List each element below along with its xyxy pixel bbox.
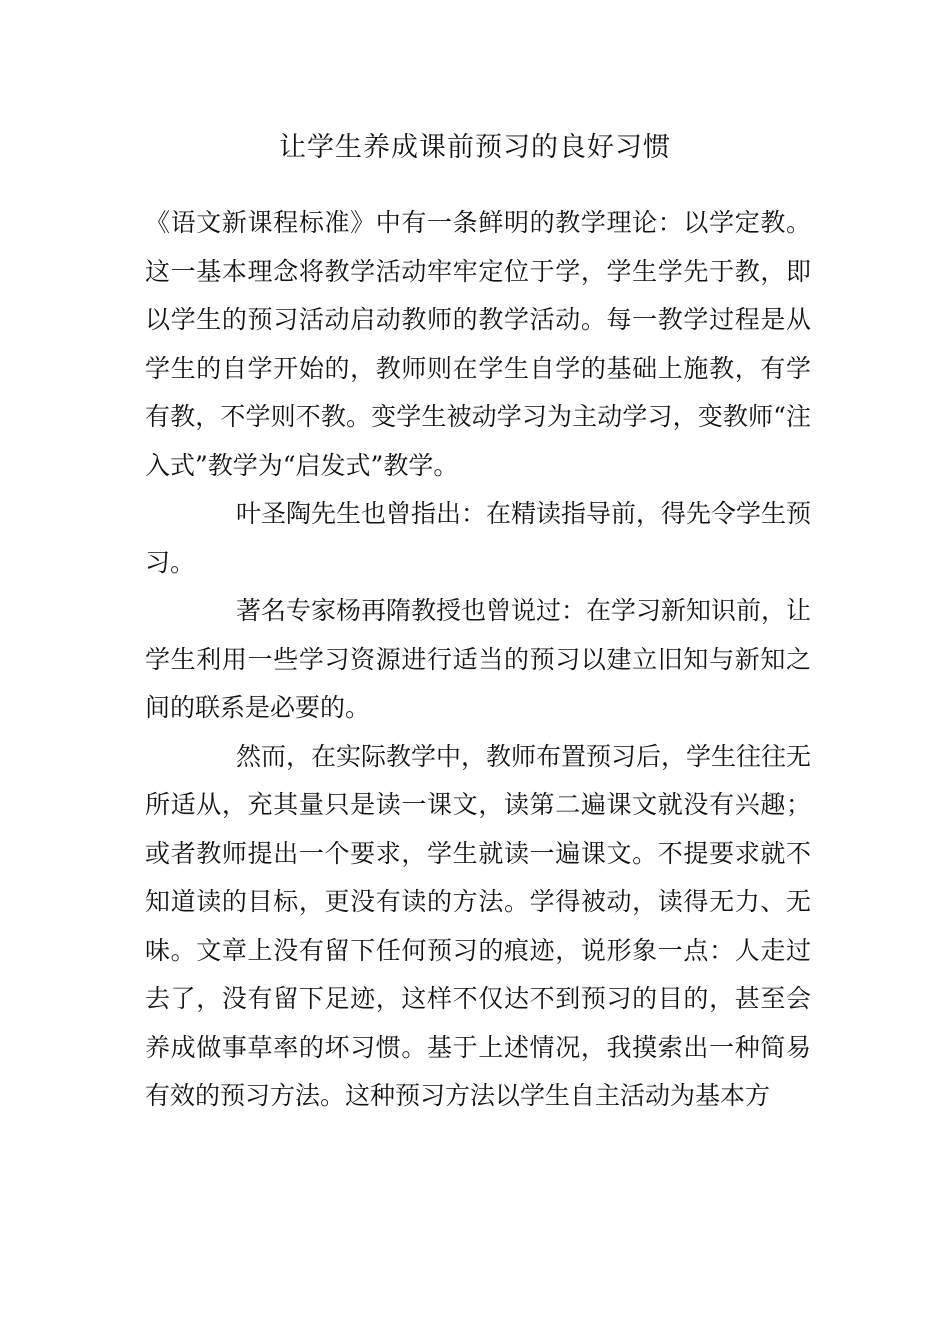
document-title: 让学生养成课前预习的良好习惯 [279, 132, 671, 163]
paragraph-1: 《语文新课程标准》中有一条鲜明的教学理论：以学定教。这一基本理念将教学活动牢牢定位于学，学生学先于教，即以学生的预习活动启动教师的教学活动。每一教学过程是从学生的自学开始的，教师则在学生自学的基础上施教，有学有教，不学则不教。变学生被动学习为主动学习，变教师“注入式”教学为“启发式”教学。 [145, 208, 811, 480]
paragraph-3: 著名专家杨再隋教授也曾说过：在学习新知识前，让学生利用一些学习资源进行适当的预习以建立旧知与新知之间的联系是必要的。 [145, 596, 812, 722]
paragraph-2: 叶圣陶先生也曾指出：在精读指导前，得先令学生预习。 [145, 499, 812, 577]
document-body [145, 199, 811, 1121]
paragraph-4: 然而，在实际教学中，教师布置预习后，学生往往无所适从，充其量只是读一课文，读第二遍课文就没有兴趣；或者教师提出一个要求，学生就读一遍课文。不提要求就不知道读的目标，更没有读的方法。学得被动，读得无力、无味。文章上没有留下任何预习的痕迹，说形象一点：人走过去了，没有留下足迹，这样不仅达不到预习的目的，甚至会养成做事草率的坏习惯。基于上述情况，我摸索出一种简易有效的预习方法。这种预习方法以学生自主活动为基本方 [145, 741, 812, 1110]
